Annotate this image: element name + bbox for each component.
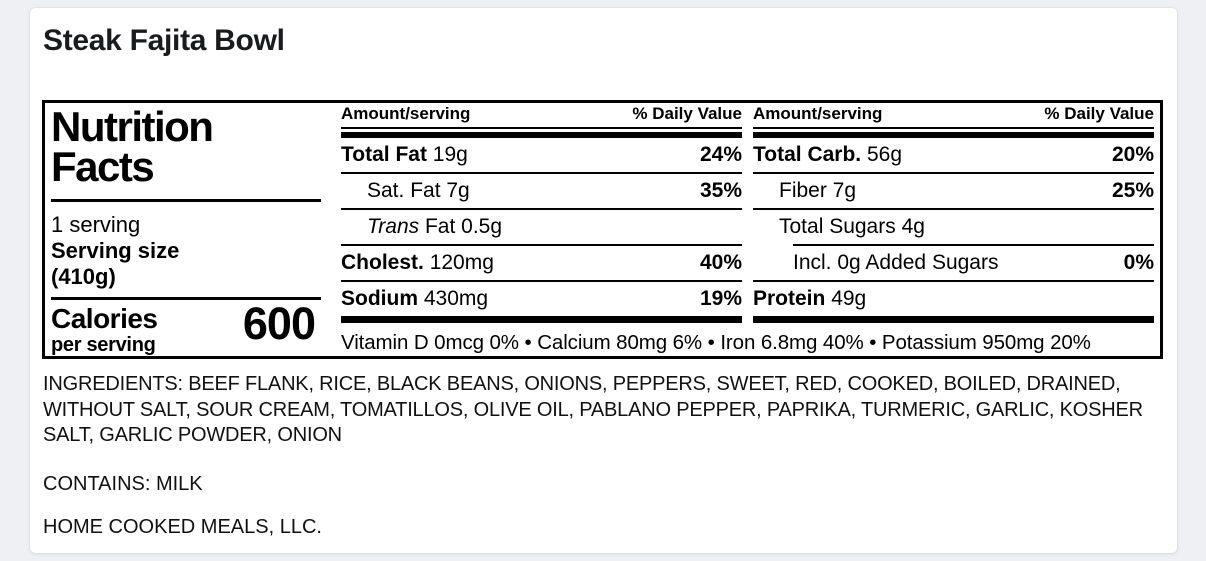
serving-size-value: (410g) bbox=[51, 264, 116, 290]
nutrient-dv: 0% bbox=[1123, 251, 1154, 274]
thick-bar bbox=[753, 316, 1154, 323]
calories-label: Calories bbox=[51, 303, 158, 335]
nutrient-dv: 20% bbox=[1111, 143, 1154, 166]
nutrient-column-carb-protein bbox=[753, 103, 1154, 323]
contains-text: CONTAINS: MILK bbox=[43, 473, 203, 495]
nutrient-row-total-fat bbox=[341, 138, 742, 172]
nutrient-row-total-carb bbox=[753, 138, 1154, 172]
nutrient-name: Fiber 7g bbox=[779, 179, 857, 202]
nutrient-row-protein bbox=[753, 282, 1154, 316]
nutrient-name: Incl. 0g Added Sugars bbox=[793, 251, 999, 274]
serving-size-label: Serving size bbox=[51, 238, 180, 264]
micronutrients-line: Vitamin D 0mcg 0% • Calcium 80mg 6% • Iron 6.8mg 40% • Potassium 950mg 20% bbox=[341, 331, 1091, 354]
calories-sublabel: per serving bbox=[51, 334, 156, 357]
nutrient-row-trans-fat bbox=[341, 210, 742, 244]
calories-block bbox=[51, 298, 321, 357]
nutrient-dv: 35% bbox=[699, 179, 742, 202]
nutrient-row-total-sugars bbox=[753, 210, 1154, 244]
amount-serving-header: Amount/serving bbox=[753, 104, 883, 123]
heading-line2: Facts bbox=[51, 142, 154, 190]
calories-labels bbox=[51, 305, 158, 355]
content-card bbox=[30, 8, 1177, 553]
nutrient-row-sodium bbox=[341, 282, 742, 316]
nutrient-name: Trans Fat 0.5g bbox=[367, 215, 503, 238]
label-main bbox=[341, 103, 1160, 356]
nutrient-column-fat-sodium bbox=[341, 103, 742, 323]
nutrient-name: Protein 49g bbox=[753, 287, 867, 310]
thick-bar bbox=[341, 316, 742, 323]
heading-line1: Nutrition bbox=[51, 103, 213, 150]
servings-per-container: 1 serving bbox=[51, 211, 141, 237]
nutrient-dv: 24% bbox=[699, 143, 742, 166]
amount-serving-header: Amount/serving bbox=[341, 104, 471, 123]
calories-value: 600 bbox=[242, 298, 315, 350]
nutrient-dv: 40% bbox=[699, 251, 742, 274]
nutrient-row-added-sugars bbox=[753, 246, 1154, 280]
nutrient-name: Sodium 430mg bbox=[341, 287, 489, 310]
divider bbox=[51, 199, 321, 202]
nutrition-facts-heading bbox=[51, 103, 321, 190]
nutrient-name: Total Fat 19g bbox=[341, 143, 468, 166]
nutrient-row-cholesterol bbox=[341, 246, 742, 280]
nutrient-name: Cholest. 120mg bbox=[341, 251, 494, 274]
nutrient-dv: 19% bbox=[699, 287, 742, 310]
column-header bbox=[341, 103, 742, 129]
daily-value-header: % Daily Value bbox=[1044, 104, 1154, 123]
nutrient-name: Total Carb. 56g bbox=[753, 143, 903, 166]
manufacturer-text: HOME COOKED MEALS, LLC. bbox=[43, 516, 322, 538]
daily-value-header: % Daily Value bbox=[632, 104, 742, 123]
nutrient-row-sat-fat bbox=[341, 174, 742, 208]
nutrition-facts-label bbox=[42, 100, 1163, 359]
nutrient-row-fiber bbox=[753, 174, 1154, 208]
nutrient-name: Total Sugars 4g bbox=[779, 215, 925, 238]
column-header bbox=[753, 103, 1154, 129]
ingredients-text: INGREDIENTS: BEEF FLANK, RICE, BLACK BEANS, ONIONS, PEPPERS, SWEET, RED, COOKED, BOILED, DRAINED, WITHOUT SALT, SOUR CREAM, TOMATILLOS, OLIVE OIL, PABLANO PEPPER, PAPRIKA, TURMERIC, GARLIC, KOSHER SALT, GARLIC POWDER, ONION bbox=[43, 373, 1143, 447]
page-title: Steak Fajita Bowl bbox=[43, 24, 285, 57]
nutrient-dv: 25% bbox=[1111, 179, 1154, 202]
label-left-panel bbox=[45, 103, 341, 356]
nutrient-columns bbox=[341, 103, 1154, 323]
nutrient-name: Sat. Fat 7g bbox=[367, 179, 470, 202]
